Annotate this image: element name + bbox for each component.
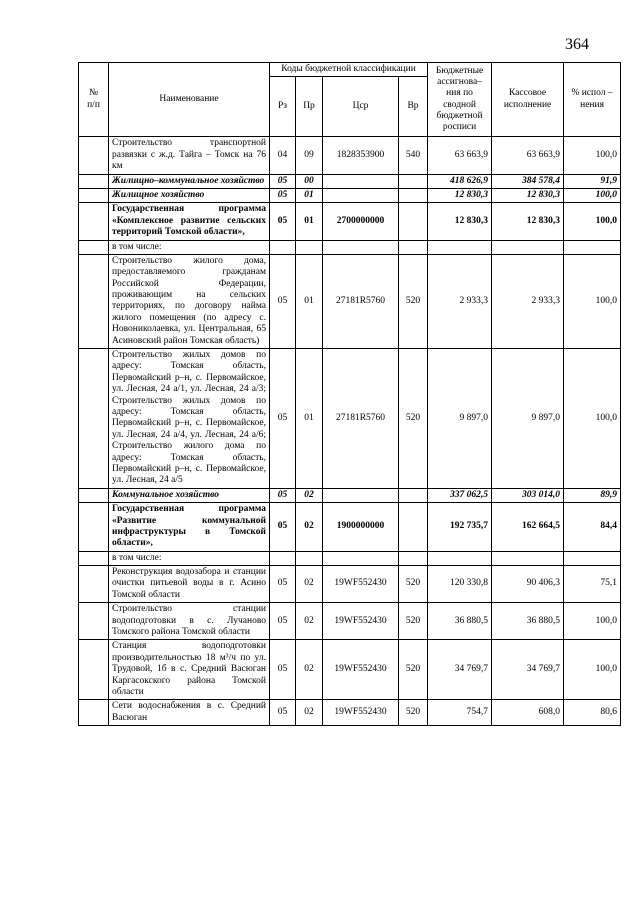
row-pct: 100,0 bbox=[564, 349, 621, 489]
row-pr: 00 bbox=[296, 174, 323, 188]
row-name: в том числе: bbox=[109, 551, 270, 565]
row-pr: 02 bbox=[296, 700, 323, 726]
row-pr: 01 bbox=[296, 254, 323, 348]
row-cash: 2 933,3 bbox=[492, 254, 564, 348]
row-vr bbox=[399, 488, 428, 502]
header-csr: Цср bbox=[323, 77, 399, 137]
header-rz: Рз bbox=[270, 77, 296, 137]
table-row bbox=[79, 488, 621, 502]
row-cash: 34 769,7 bbox=[492, 640, 564, 700]
row-num bbox=[79, 503, 109, 552]
table-row bbox=[79, 551, 621, 565]
row-rz: 05 bbox=[270, 254, 296, 348]
header-pct: % испол – нения bbox=[564, 63, 621, 137]
row-budget: 9 897,0 bbox=[428, 349, 492, 489]
row-num bbox=[79, 700, 109, 726]
row-csr: 2700000000 bbox=[323, 203, 399, 240]
row-cash: 162 664,5 bbox=[492, 503, 564, 552]
row-pr: 02 bbox=[296, 488, 323, 502]
header-name: Наименование bbox=[109, 63, 270, 137]
row-budget bbox=[428, 240, 492, 254]
row-vr: 520 bbox=[399, 640, 428, 700]
row-budget: 63 663,9 bbox=[428, 137, 492, 174]
row-num bbox=[79, 566, 109, 603]
row-csr: 1828353900 bbox=[323, 137, 399, 174]
row-pr: 02 bbox=[296, 503, 323, 552]
row-cash bbox=[492, 551, 564, 565]
row-rz bbox=[270, 551, 296, 565]
row-name: Жилищное хозяйство bbox=[109, 188, 270, 202]
row-csr: 19WF552430 bbox=[323, 603, 399, 640]
table-row bbox=[79, 700, 621, 726]
page-number: 364 bbox=[565, 36, 589, 53]
row-csr: 27181R5760 bbox=[323, 254, 399, 348]
table-row bbox=[79, 174, 621, 188]
row-rz: 05 bbox=[270, 188, 296, 202]
row-budget: 34 769,7 bbox=[428, 640, 492, 700]
row-budget: 337 062,5 bbox=[428, 488, 492, 502]
row-budget: 12 830,3 bbox=[428, 188, 492, 202]
row-pct bbox=[564, 551, 621, 565]
row-budget: 2 933,3 bbox=[428, 254, 492, 348]
row-cash: 63 663,9 bbox=[492, 137, 564, 174]
row-num bbox=[79, 188, 109, 202]
row-pr: 02 bbox=[296, 640, 323, 700]
row-csr: 27181R5760 bbox=[323, 349, 399, 489]
row-budget bbox=[428, 551, 492, 565]
row-csr bbox=[323, 188, 399, 202]
header-num: № п/п bbox=[79, 63, 109, 137]
row-csr bbox=[323, 174, 399, 188]
row-budget: 754,7 bbox=[428, 700, 492, 726]
row-pr: 02 bbox=[296, 603, 323, 640]
row-name: Сети водоснабжения в с. Средний Васюган bbox=[109, 700, 270, 726]
row-name: Строительство станции водоподготовки в с. Лучаново Томского района Томской области bbox=[109, 603, 270, 640]
row-csr: 19WF552430 bbox=[323, 640, 399, 700]
row-rz: 05 bbox=[270, 603, 296, 640]
row-rz: 05 bbox=[270, 174, 296, 188]
row-pct: 100,0 bbox=[564, 188, 621, 202]
row-name: Коммунальное хозяйство bbox=[109, 488, 270, 502]
row-budget: 192 735,7 bbox=[428, 503, 492, 552]
row-pr: 02 bbox=[296, 566, 323, 603]
row-budget: 418 626,9 bbox=[428, 174, 492, 188]
row-cash: 36 880,5 bbox=[492, 603, 564, 640]
row-rz: 05 bbox=[270, 503, 296, 552]
header-pr: Пр bbox=[296, 77, 323, 137]
row-num bbox=[79, 551, 109, 565]
row-rz: 05 bbox=[270, 640, 296, 700]
row-num bbox=[79, 254, 109, 348]
table-row bbox=[79, 254, 621, 348]
row-pr: 01 bbox=[296, 203, 323, 240]
row-pct: 84,4 bbox=[564, 503, 621, 552]
row-pr: 01 bbox=[296, 349, 323, 489]
row-cash: 384 578,4 bbox=[492, 174, 564, 188]
row-num bbox=[79, 203, 109, 240]
row-rz: 05 bbox=[270, 349, 296, 489]
row-vr bbox=[399, 203, 428, 240]
row-vr: 520 bbox=[399, 700, 428, 726]
row-rz: 04 bbox=[270, 137, 296, 174]
row-csr: 1900000000 bbox=[323, 503, 399, 552]
row-pct: 100,0 bbox=[564, 640, 621, 700]
row-num bbox=[79, 137, 109, 174]
row-pct: 100,0 bbox=[564, 203, 621, 240]
table-row bbox=[79, 188, 621, 202]
table-header bbox=[79, 63, 621, 137]
row-csr: 19WF552430 bbox=[323, 566, 399, 603]
table-row bbox=[79, 640, 621, 700]
table-row bbox=[79, 503, 621, 552]
row-pct: 100,0 bbox=[564, 603, 621, 640]
row-pr: 01 bbox=[296, 188, 323, 202]
row-cash: 303 014,0 bbox=[492, 488, 564, 502]
row-cash: 12 830,3 bbox=[492, 188, 564, 202]
row-name: Строительство жилого дома, предоставляемого гражданам Российской Федерации, проживающим на сельских территориях, по договору найма жилого помещения (по адресу с. Новониколаевка, ул. Центральная, 65 Асиновский район Томская область) bbox=[109, 254, 270, 348]
row-name: Реконструкция водозабора и станции очистки питьевой воды в г. Асино Томской области bbox=[109, 566, 270, 603]
row-csr bbox=[323, 488, 399, 502]
header-vr: Вр bbox=[399, 77, 428, 137]
row-vr bbox=[399, 240, 428, 254]
row-budget: 12 830,3 bbox=[428, 203, 492, 240]
header-codes: Коды бюджетной классификации bbox=[270, 63, 428, 77]
row-cash: 608,0 bbox=[492, 700, 564, 726]
row-name: Жилищно–коммунальное хозяйство bbox=[109, 174, 270, 188]
row-rz: 05 bbox=[270, 700, 296, 726]
row-pct: 100,0 bbox=[564, 137, 621, 174]
row-pct: 91,9 bbox=[564, 174, 621, 188]
row-pct: 100,0 bbox=[564, 254, 621, 348]
row-pr bbox=[296, 240, 323, 254]
row-num bbox=[79, 240, 109, 254]
row-vr: 540 bbox=[399, 137, 428, 174]
row-num bbox=[79, 349, 109, 489]
row-vr bbox=[399, 174, 428, 188]
row-num bbox=[79, 174, 109, 188]
row-rz bbox=[270, 240, 296, 254]
row-pct bbox=[564, 240, 621, 254]
row-rz: 05 bbox=[270, 203, 296, 240]
row-vr bbox=[399, 188, 428, 202]
row-vr: 520 bbox=[399, 254, 428, 348]
row-budget: 120 330,8 bbox=[428, 566, 492, 603]
row-name: Строительство транспортной развязки с ж.д. Тайга – Томск на 76 км bbox=[109, 137, 270, 174]
row-cash: 9 897,0 bbox=[492, 349, 564, 489]
row-name: Станция водоподготовки производительностью 18 м³/ч по ул. Трудовой, 1б в с. Средний Васюган Каргасокского района Томской области bbox=[109, 640, 270, 700]
row-vr bbox=[399, 503, 428, 552]
row-csr bbox=[323, 551, 399, 565]
row-num bbox=[79, 488, 109, 502]
row-csr: 19WF552430 bbox=[323, 700, 399, 726]
row-pct: 89,9 bbox=[564, 488, 621, 502]
table-row bbox=[79, 137, 621, 174]
row-csr bbox=[323, 240, 399, 254]
table-row bbox=[79, 240, 621, 254]
table-row bbox=[79, 203, 621, 240]
row-vr: 520 bbox=[399, 349, 428, 489]
row-name: в том числе: bbox=[109, 240, 270, 254]
table-row bbox=[79, 349, 621, 489]
row-cash: 90 406,3 bbox=[492, 566, 564, 603]
row-num bbox=[79, 603, 109, 640]
row-name: Государственная программа «Комплексное развитие сельских территорий Томской области», bbox=[109, 203, 270, 240]
table-row bbox=[79, 566, 621, 603]
row-pct: 75,1 bbox=[564, 566, 621, 603]
header-cash: Кассовое исполнение bbox=[492, 63, 564, 137]
row-vr bbox=[399, 551, 428, 565]
row-pct: 80,6 bbox=[564, 700, 621, 726]
row-cash bbox=[492, 240, 564, 254]
row-rz: 05 bbox=[270, 488, 296, 502]
row-cash: 12 830,3 bbox=[492, 203, 564, 240]
row-pr: 09 bbox=[296, 137, 323, 174]
row-name: Государственная программа «Развитие коммунальной инфраструктуры в Томской области», bbox=[109, 503, 270, 552]
row-budget: 36 880,5 bbox=[428, 603, 492, 640]
row-name: Строительство жилых домов по адресу: Томская область, Первомайский р–н, с. Первомайское, ул. Лесная, 24 а/1, ул. Лесная, 24 а/3; Строительство жилых домов по адресу: Томская область, Первомайский р–н, с. Первомайское, ул. Лесная, 24 а/4, ул. Лесная, 24 а/6; Строительство жилого дома по адресу: Томская область, Первомайский р–н, с. Первомайское, ул. Лесная, 24 а/5 bbox=[109, 349, 270, 489]
row-vr: 520 bbox=[399, 566, 428, 603]
row-num bbox=[79, 640, 109, 700]
row-rz: 05 bbox=[270, 566, 296, 603]
table-row bbox=[79, 603, 621, 640]
budget-table bbox=[78, 62, 621, 726]
header-budget: Бюджетные ассигнова–ния по сводной бюджетной росписи bbox=[428, 63, 492, 137]
row-pr bbox=[296, 551, 323, 565]
row-vr: 520 bbox=[399, 603, 428, 640]
